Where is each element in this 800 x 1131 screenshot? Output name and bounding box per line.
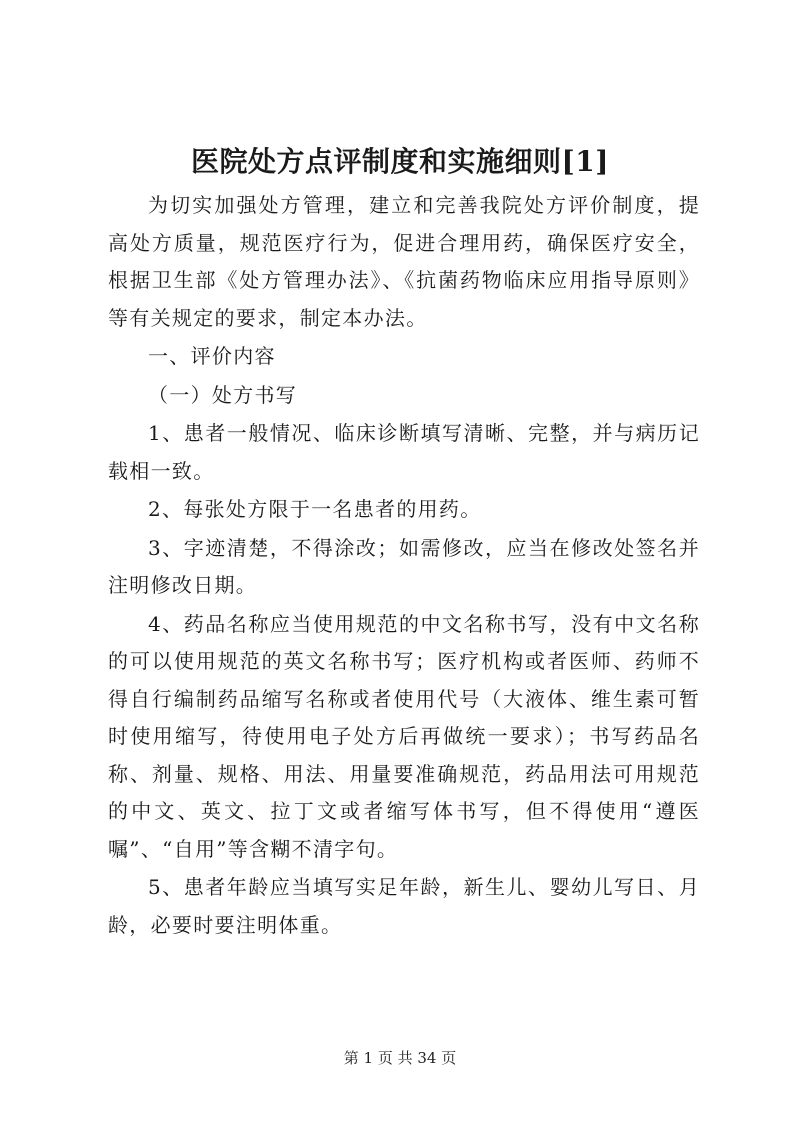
subsection-heading-prescription-writing: （一）处方书写 (148, 382, 298, 407)
list-item-4: 4、药品名称应当使用规范的中文名称书写，没有中文名称的可以使用规范的英文名称书写；医疗机构或者医师、药师不得自行编制药品缩写名称或者使用代号（大液体、维生素可暂时使用缩写，待使用电子处方后再做统一要求）；书写药品名称、剂量、规格、用法、用量要准确规范，药品用法可用规范的中文、英文、拉丁文或者缩写体书写，但不得使用“遵医嘱”、“自用”等含糊不清字句。 (108, 611, 700, 861)
list-item-3: 3、字迹清楚，不得涂改；如需修改，应当在修改处签名并注明修改日期。 (108, 535, 700, 597)
list-item-1: 1、患者一般情况、临床诊断填写清晰、完整，并与病历记载相一致。 (108, 421, 700, 483)
list-item-5: 5、患者年龄应当填写实足年龄，新生儿、婴幼儿写日、月龄，必要时要注明体重。 (108, 875, 700, 937)
page-footer: 第 1 页 共 34 页 (343, 1049, 457, 1067)
section-heading-evaluation-content: 一、评价内容 (148, 344, 276, 368)
list-item-2: 2、每张处方限于一名患者的用药。 (148, 497, 482, 521)
intro-paragraph: 为切实加强处方管理，建立和完善我院处方评价制度，提高处方质量，规范医疗行为，促进合理用药，确保医疗安全，根据卫生部《处方管理办法》、《抗菌药物临床应用指导原则》等有关规定的要求，制定本办法。 (108, 193, 700, 330)
page-title: 医院处方点评制度和实施细则[1] (191, 145, 609, 178)
document-body (108, 187, 700, 944)
